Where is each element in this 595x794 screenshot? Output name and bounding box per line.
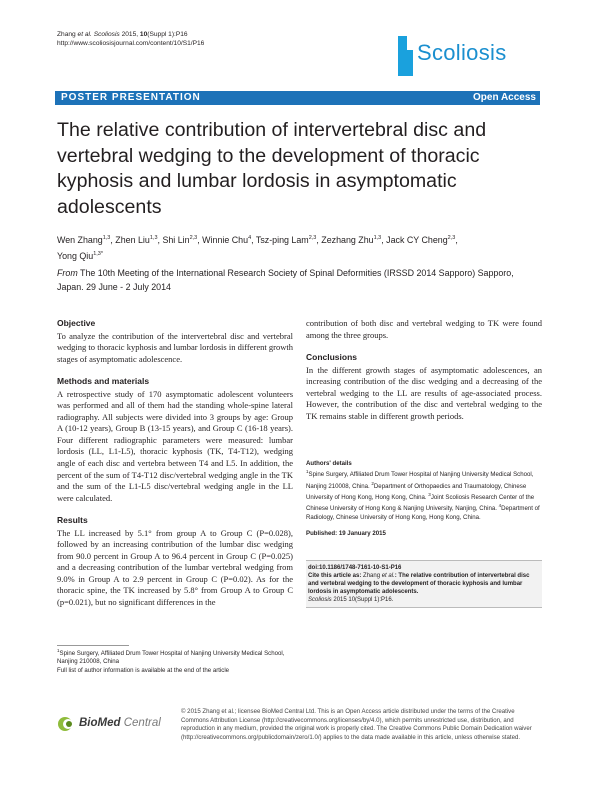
from-text: The 10th Meeting of the International Research Society of Spinal Deformities (IRSSD 2014 Sapporo) Sapporo, Japan. 29 June - 2 July 2014 (57, 268, 514, 292)
affiliation-text: Department of Radiology, Chinese University of Hong Kong, Hong Kong, China. (306, 505, 540, 521)
authors-details-heading: Authors' details (306, 460, 352, 467)
footnote (57, 647, 293, 675)
author-name[interactable]: , Tsz-ping Lam (251, 234, 309, 245)
right-column (306, 318, 542, 433)
header-url[interactable]: http://www.scoliosisjournal.com/content/10/S1/P16 (57, 40, 205, 47)
cite-label: Cite this article as: (308, 573, 362, 579)
objective-text: To analyze the contribution of the intervertebral disc and vertebral wedging to thoracic kyphosis and lumbar lordosis in different growth stages of asymptomatic adolescence. (57, 330, 293, 364)
objective-heading: Objective (57, 318, 96, 328)
results-section (57, 515, 293, 608)
cite-rest: 2015 10(Suppl 1):P16. (331, 597, 394, 603)
results-continued (306, 318, 542, 341)
affiliation-sup: 1,3* (93, 250, 103, 257)
biomed-central-wordmark (79, 717, 161, 729)
affiliation-sup: 4 (248, 235, 252, 241)
cite-title: : The relative contribution of intervertebral disc and vertebral wedging to the development of thoracic kyphosis and lumbar lordosis in asymptomatic adolescents. (308, 573, 530, 595)
results-text: The LL increased by 5.1° from group A to Group C (P=0.028), followed by an increasing contribution of the lumbar disc wedging from 90.0 percent in Group A to 96.4 percent in Group C (P=0.025) and a decreasing contribution of the lumbar vertebral wedging from 9.0% in Group A to 2.9 percent in Group C (P=0.02). As for the thoracic spine, the TK increased by 5.8° from Group A to Group C (p=0.021), but no significant differences in the (57, 527, 293, 608)
footnote-affiliation: Spine Surgery, Affiliated Drum Tower Hospital of Nanjing University Medical School, Nanjing 210008, China (57, 650, 285, 666)
published-date: Published: 19 January 2015 (306, 530, 386, 537)
header-volume: 10 (139, 31, 148, 38)
article-citation-header (57, 30, 204, 48)
affiliation-sup: 2,3 (308, 235, 317, 241)
meeting-source (57, 266, 542, 294)
affiliation-sup: 2,3 (189, 235, 198, 241)
affiliation-text: Joint Scoliosis Research Center of the Chinese University of Hong Kong & Nanjing University, Nanjing, China. (306, 493, 535, 513)
conclusions-heading: Conclusions (306, 352, 358, 363)
author-name[interactable]: , Jack CY Cheng (381, 234, 448, 245)
authors-details (306, 460, 542, 522)
author-separator: , (455, 234, 458, 245)
author-list (57, 231, 542, 263)
affiliation-text: Spine Surgery, Affiliated Drum Tower Hospital of Nanjing University Medical School, Nanjing 210008, China. (306, 471, 534, 490)
footnote-note: Full list of author information is available at the end of the article (57, 666, 230, 674)
author-name[interactable]: , Zezhang Zhu (316, 234, 374, 245)
logo-mark-bar (398, 36, 407, 76)
affiliation-sup: 3 (428, 491, 431, 497)
affiliation-sup: 1 (306, 469, 309, 475)
header-etal: et al. (77, 31, 92, 38)
from-label: From (57, 268, 78, 278)
section-band (55, 91, 540, 105)
affiliation-sup: 4 (498, 503, 502, 509)
methods-section (57, 376, 293, 504)
affiliation-text: Department of Orthopaedics and Traumatology, Chinese University of Hong Kong, Hong Kong, China. (306, 482, 527, 501)
cite-journal: Scoliosis (308, 597, 332, 603)
objective-section (57, 318, 293, 365)
citation-line (57, 30, 204, 39)
scoliosis-logo (398, 36, 546, 76)
author-name[interactable]: , Zhen Liu (110, 234, 150, 245)
cite-authors: Zhang (361, 573, 382, 579)
methods-text: A retrospective study of 170 asymptomatic adolescent volunteers was performed and all of them had the standing whole-spine lateral radiography. All subjects were divided into 3 groups by age: Group A (10-12 years), Group B (13-15 years), and Group C (16-18 years). Four different radiographic parameters were measured: lumbar lordosis (LL, L1-L5), thoracic kyphosis (TK, T4-T12), wedging angle of each disc and vertebra between T4 and L5. In addition, the percent of the sum of T4-T12 disc/vertebral wedging angle in the TK and the sum of the L1-L5 disc/vertebral wedging angle in the LL were calculated. (57, 388, 293, 503)
methods-heading: Methods and materials (57, 376, 150, 387)
affiliation-sup: 2 (371, 480, 374, 486)
footnote-rule (57, 645, 129, 646)
author-name[interactable]: , Winnie Chu (197, 234, 249, 245)
logo-mark-bar-small (407, 50, 413, 76)
author-name[interactable]: Wen Zhang (57, 234, 103, 245)
article-type-label: POSTER PRESENTATION (61, 92, 201, 103)
affiliation-sup: 1,3 (102, 235, 111, 241)
biomed-central-logo (57, 716, 177, 732)
citation-box (306, 560, 542, 608)
open-access-label: Open Access (473, 92, 536, 103)
affiliation-sup: 2,3 (447, 235, 456, 241)
bmc-light: Central (120, 717, 161, 729)
header-suppl: (Suppl 1):P16 (147, 31, 188, 38)
bmc-bold: BioMed (79, 717, 121, 729)
license-text: © 2015 Zhang et al.; licensee BioMed Central Ltd. This is an Open Access article distributed under the terms of the Creative Commons Attribution License (http://creativecommons.org/licenses/by/4.0), which permits unrestricted use, distribution, and reproduction in any medium, provided the original work is properly cited. The Creative Commons Public Domain Dedication waiver (http://creativecommons.org/publicdomain/zero/1.0/) applies to the data made available in this article, unless otherwise stated. (181, 708, 532, 741)
author-name[interactable]: , Shi Lin (157, 234, 190, 245)
header-year: 2015, (121, 31, 139, 38)
logo-text: Scoliosis (417, 40, 507, 65)
header-journal: Scoliosis (93, 31, 120, 38)
header-author: Zhang (57, 31, 76, 38)
doi[interactable]: doi:10.1186/1748-7161-10-S1-P16 (308, 565, 402, 571)
author-name[interactable]: Yong Qiu (57, 250, 94, 261)
conclusions-section (306, 352, 542, 422)
biomed-central-icon (57, 716, 77, 732)
affiliation-sup: 1,3 (149, 235, 158, 241)
article-title: The relative contribution of intervertebral disc and vertebral wedging to the development of thoracic kyphosis and lumbar lordosis in asymptomatic adolescents (57, 119, 487, 218)
affiliation-sup: 1,3 (373, 235, 382, 241)
cite-etal: et al. (381, 573, 395, 579)
results-text-continued: contribution of both disc and vertebral wedging to TK were found among the three groups. (306, 318, 542, 340)
conclusions-text: In the different growth stages of asymptomatic adolescences, an increasing contribution of the disc wedging and a decreasing of the vertebral wedging to the LL are results of age-associated process. However, the contribution of the disc and vertebral wedging to the TK remains stable in different growth periods. (306, 364, 542, 421)
results-heading: Results (57, 515, 88, 526)
affiliation-sup: 1 (57, 648, 60, 653)
left-column (57, 318, 293, 620)
